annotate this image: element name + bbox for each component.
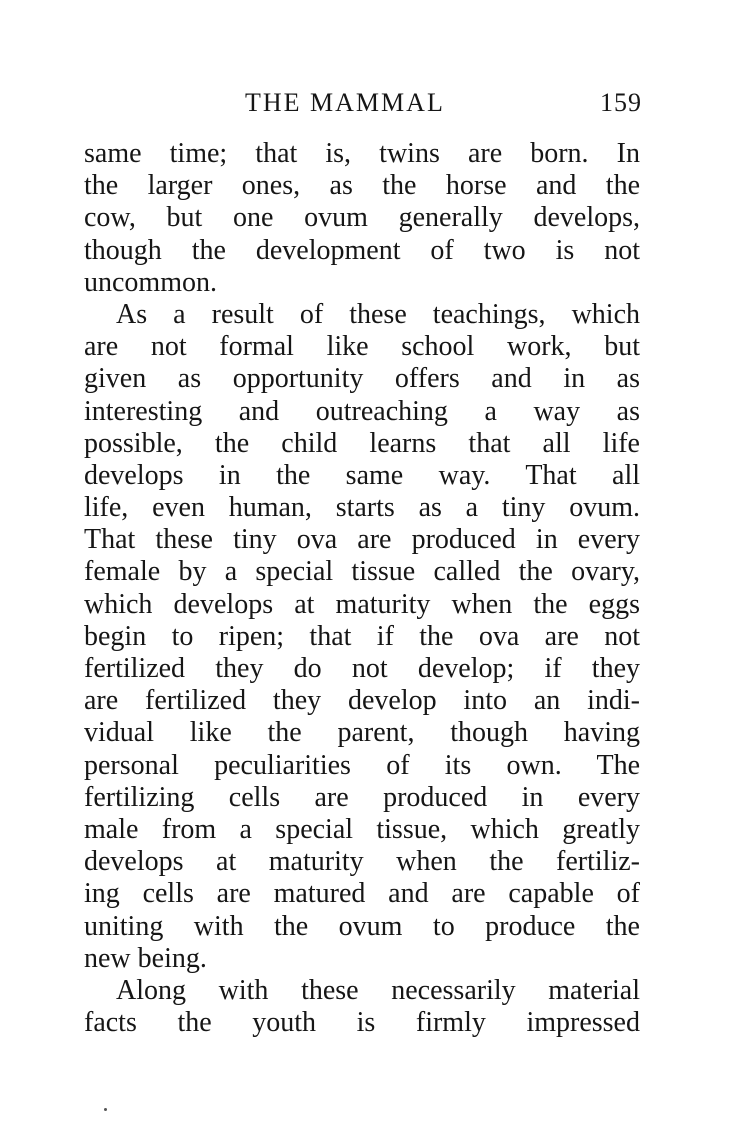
text-line: same time; that is, twins are born. In [84,138,640,169]
body-text [84,138,640,1039]
text-line: interesting and outreaching a way as [84,395,640,427]
text-line: develops at maturity when the fertiliz- [84,846,640,878]
text-line: given as opportunity offers and in as [84,363,640,395]
text-line: are fertilized they develop into an indi- [84,685,640,717]
text-line: vidual like the parent, though having [84,717,640,749]
text-line: ing cells are matured and are capable of [84,878,640,910]
text-line: new being. [84,942,207,974]
text-line: uncommon. [84,266,217,298]
text-line: facts the youth is firmly impressed [84,1007,640,1039]
text-line: male from a special tissue, which greatly [84,813,640,845]
text-line: cow, but one ovum generally develops, [84,202,640,234]
text-line: personal peculiarities of its own. The [84,749,640,781]
page-number: 159 [600,88,642,117]
text-line: female by a special tissue called the ovary, [84,556,640,588]
text-line: which develops at maturity when the eggs [84,588,640,620]
text-line: develops in the same way. That all [84,459,640,491]
text-line: fertilized they do not develop; if they [84,653,640,684]
text-line: begin to ripen; that if the ova are not [84,620,640,652]
text-line: though the development of two is not [84,234,640,266]
paragraph-start-line: As a result of these teachings, which [116,298,640,330]
text-line: possible, the child learns that all life [84,427,640,459]
running-title: THE MAMMAL [245,88,445,117]
text-line: fertilizing cells are produced in every [84,781,640,813]
paragraph-start-line: Along with these necessarily material [116,974,640,1006]
print-speck [104,1108,107,1111]
text-line: are not formal like school work, but [84,331,640,363]
page-header [84,86,642,120]
text-line: uniting with the ovum to produce the [84,910,640,942]
text-line: life, even human, starts as a tiny ovum. [84,492,640,524]
text-line: That these tiny ova are produced in every [84,524,640,556]
text-line: the larger ones, as the horse and the [84,170,640,202]
